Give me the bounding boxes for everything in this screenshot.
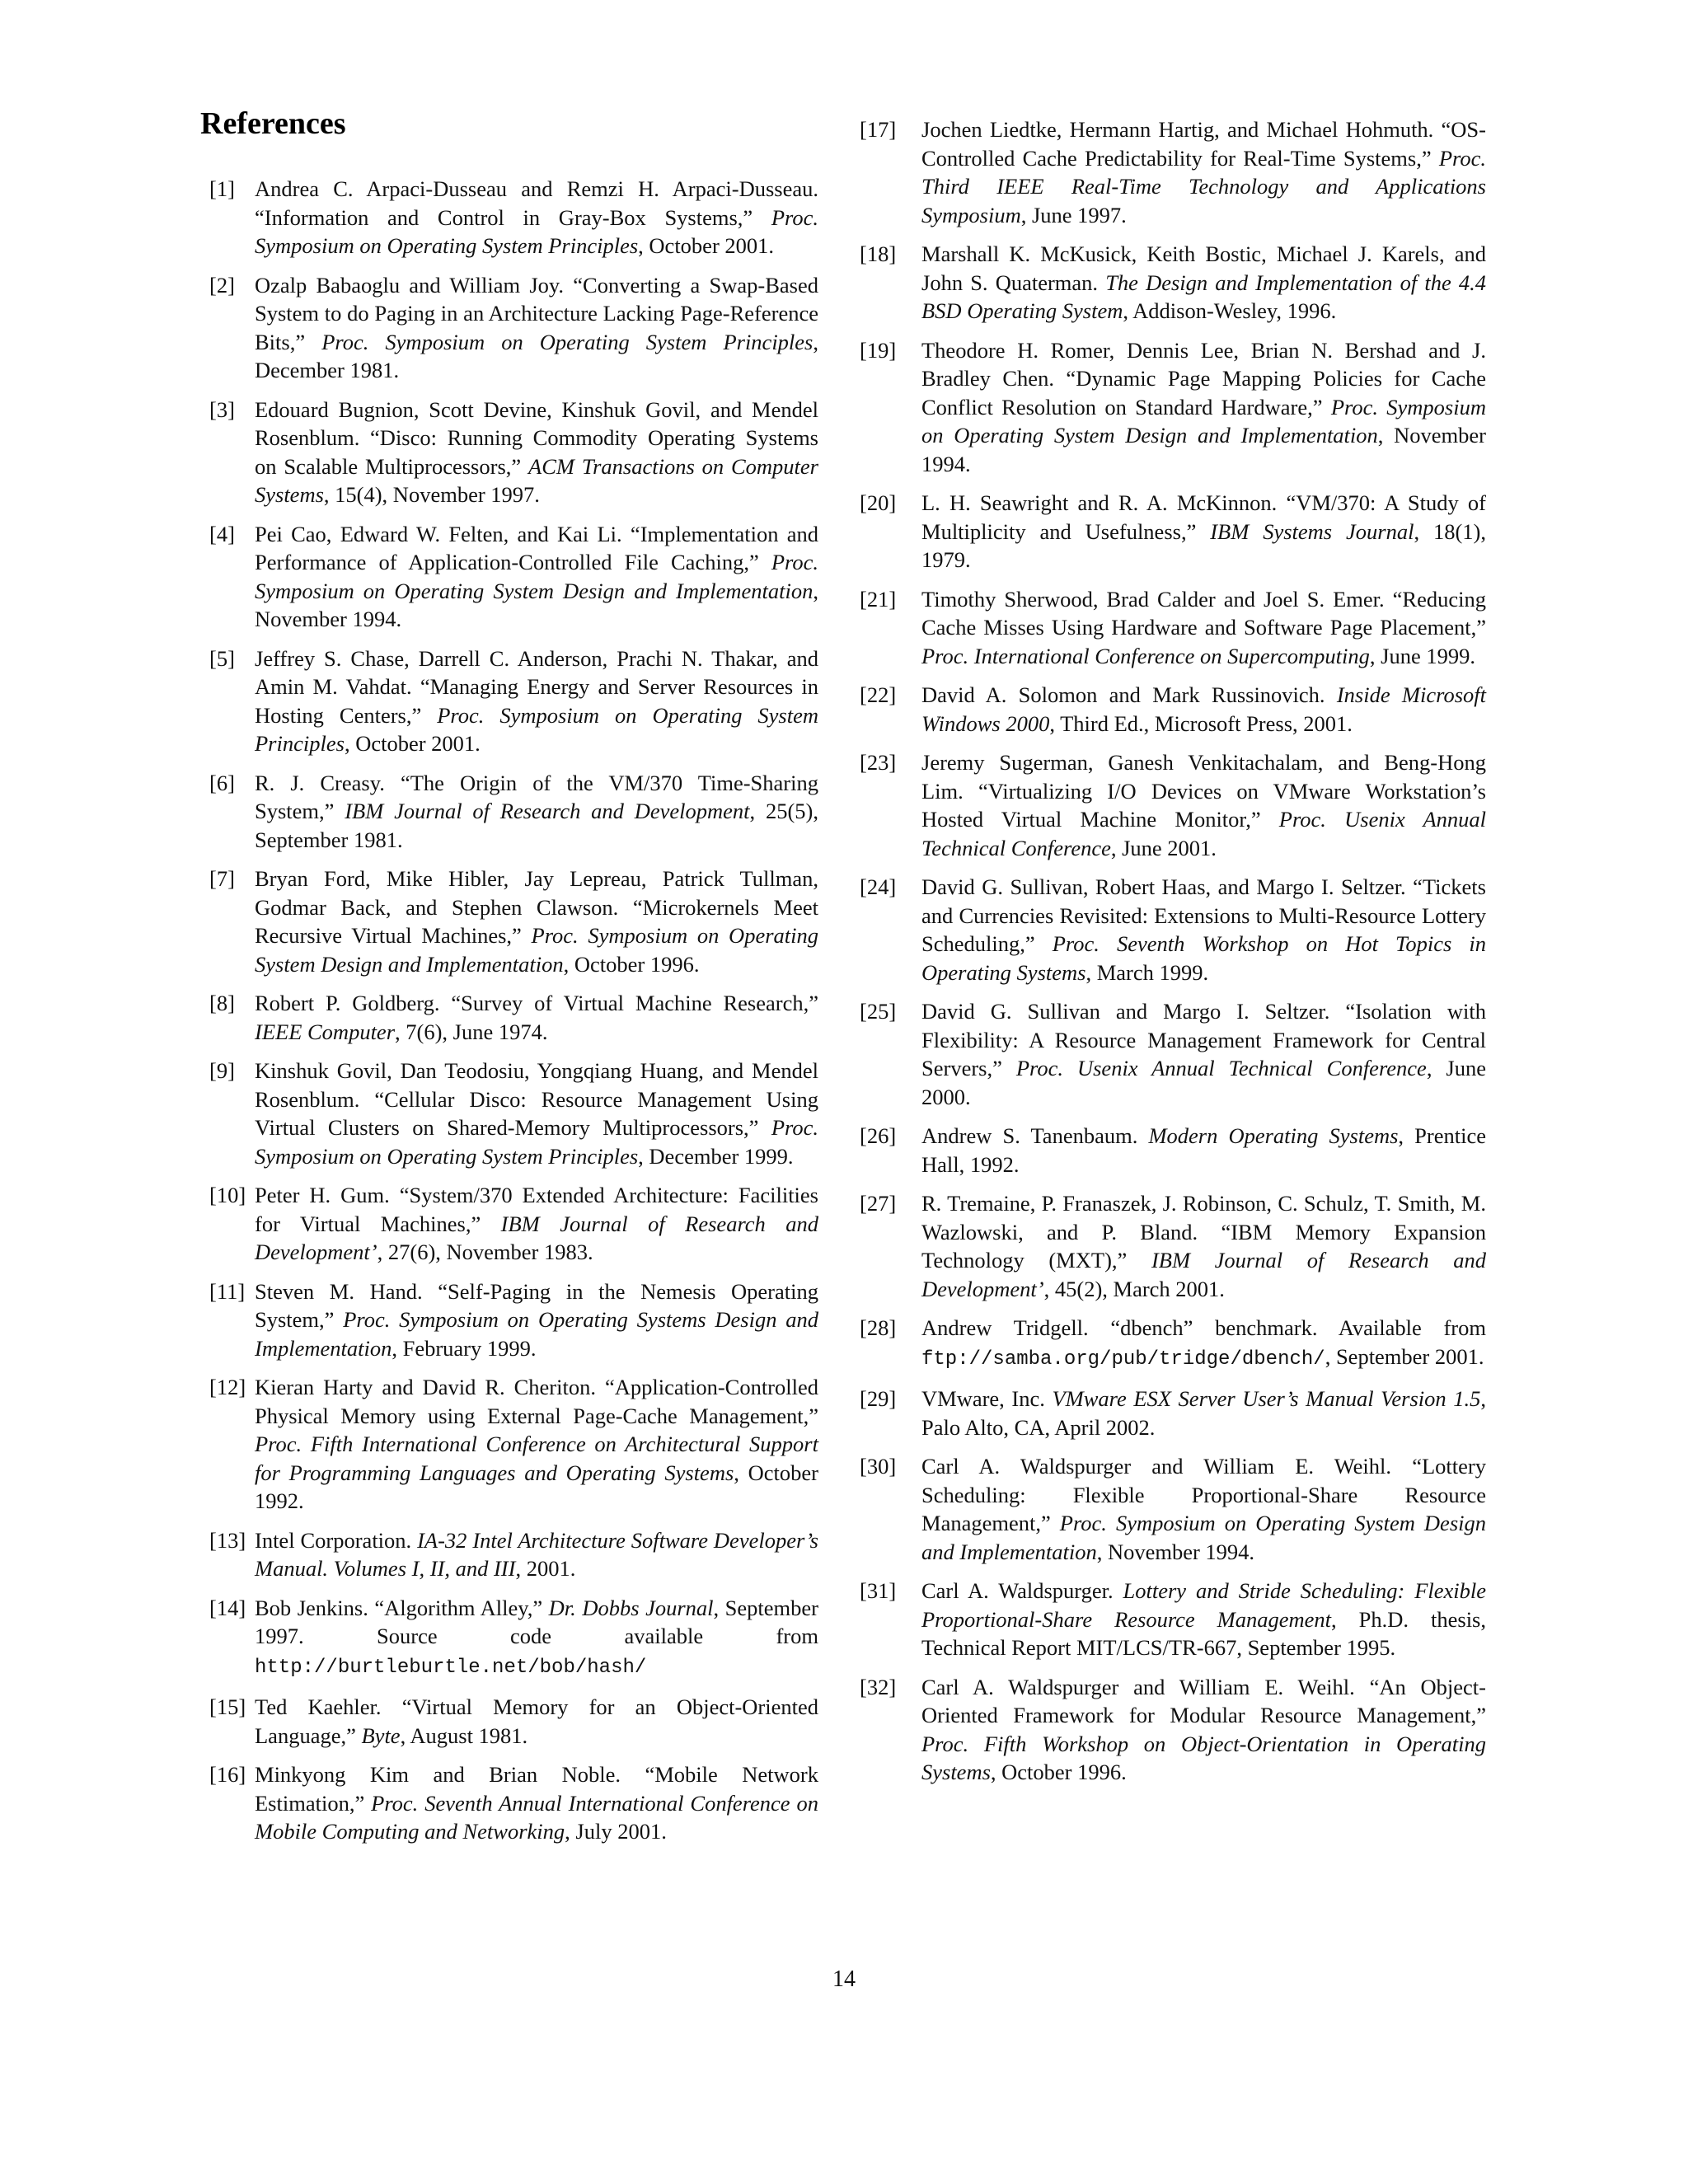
- reference-number: [19]: [860, 337, 897, 363]
- reference-number: [13]: [209, 1527, 246, 1553]
- reference-text: [921, 490, 1486, 572]
- reference-fragment: Andrew S. Tanenbaum.: [921, 1123, 1149, 1148]
- reference-entry: [860, 1577, 1486, 1662]
- reference-number: [18]: [860, 241, 897, 266]
- reference-number: [24]: [860, 874, 897, 899]
- reference-number: [32]: [860, 1674, 897, 1699]
- reference-entry: [200, 644, 818, 758]
- reference-number: [12]: [209, 1375, 246, 1399]
- reference-number: [21]: [860, 586, 897, 612]
- reference-entry: [200, 1373, 818, 1516]
- reference-number: [29]: [860, 1386, 897, 1411]
- reference-venue: Proc. Fifth Workshop on Object-Orientation in Operating Systems: [921, 1731, 1486, 1784]
- reference-entry: [200, 769, 818, 855]
- reference-number: [26]: [860, 1123, 897, 1148]
- reference-venue: IA-32 Intel Architecture Software Developer’s Manual. Volumes I, II, and III: [255, 1527, 818, 1581]
- reference-venue: Proc. Symposium on Operating System Principles: [255, 702, 819, 756]
- reference-entry: [860, 1452, 1486, 1566]
- reference-number: [14]: [209, 1595, 246, 1620]
- reference-number: [27]: [860, 1191, 897, 1216]
- reference-entry: [860, 1122, 1486, 1179]
- reference-venue: Proc. Fifth International Conference on Architectural Support for Programming Languages and Operating Systems: [255, 1432, 818, 1485]
- references-column-left: [200, 175, 818, 1857]
- reference-entry: [200, 1760, 818, 1846]
- reference-text: [255, 646, 818, 757]
- reference-number: [8]: [209, 991, 235, 1015]
- reference-text: [921, 1315, 1486, 1369]
- reference-fragment: , August 1981.: [400, 1722, 528, 1748]
- reference-fragment: , 7(6), June 1974.: [395, 1019, 548, 1044]
- reference-text: [255, 1596, 818, 1677]
- reference-venue: Byte: [361, 1722, 401, 1748]
- reference-fragment: Timothy Sherwood, Brad Calder and Joel S. Emer. “Reducing Cache Misses Using Hardware and Software Page Placement,”: [921, 586, 1486, 640]
- reference-entry: [200, 1594, 818, 1683]
- reference-number: [23]: [860, 750, 897, 775]
- reference-entry: [200, 1057, 818, 1170]
- reference-text: [921, 682, 1486, 736]
- reference-fragment: Bob Jenkins. “Algorithm Alley,”: [255, 1595, 549, 1620]
- reference-entry: [860, 1314, 1486, 1374]
- reference-text: [921, 1191, 1486, 1301]
- reference-venue: Proc. Usenix Annual Technical Conference: [921, 807, 1486, 860]
- reference-fragment: , December 1999.: [638, 1143, 794, 1169]
- reference-text: [921, 750, 1486, 860]
- reference-fragment: David G. Sullivan, Robert Haas, and Margo I. Seltzer. “Tickets and Currencies Revisited: Extensions to Multi-Resource Lottery Scheduling,”: [921, 874, 1486, 956]
- reference-fragment: Bryan Ford, Mike Hibler, Jay Lepreau, Patrick Tullman, Godmar Back, and Stephen Clawson. “Microkernels Meet Recursive Virtual Machines,”: [255, 866, 818, 948]
- reference-text: [921, 1454, 1486, 1564]
- reference-fragment: , 27(6), November 1983.: [377, 1240, 593, 1264]
- reference-url: http://burtleburtle.net/bob/hash/: [255, 1656, 647, 1679]
- reference-venue: Lottery and Stride Scheduling: Flexible Proportional-Share Resource Management: [921, 1578, 1487, 1632]
- reference-venue: Proc. Usenix Annual Technical Conference: [1015, 1056, 1427, 1080]
- reference-fragment: Kieran Harty and David R. Cheriton. “Application-Controlled Physical Memory using External Page-Cache Management,”: [255, 1375, 818, 1428]
- reference-entry: [200, 396, 818, 509]
- reference-entry: [200, 1277, 818, 1363]
- reference-venue: VMware ESX Server User’s Manual Version 1.5: [1052, 1386, 1481, 1411]
- reference-venue: Proc. Symposium on Operating System Principles: [255, 204, 818, 258]
- references-column-right: [860, 115, 1486, 1797]
- reference-entry: [200, 520, 818, 634]
- reference-fragment: , June 1997.: [1020, 202, 1127, 227]
- reference-url: ftp://samba.org/pub/tridge/dbench/: [921, 1347, 1325, 1371]
- references-heading: References: [200, 106, 346, 141]
- reference-fragment: , November 1994.: [255, 578, 818, 631]
- reference-number: [9]: [209, 1058, 235, 1083]
- reference-fragment: R. J. Creasy. “The Origin of the VM/370 Time-Sharing System,”: [255, 770, 818, 823]
- reference-entry: [200, 989, 818, 1046]
- reference-text: [921, 587, 1486, 668]
- reference-fragment: , June 1999.: [1369, 643, 1475, 668]
- reference-number: [22]: [860, 682, 897, 707]
- reference-entry: [860, 336, 1486, 479]
- reference-venue: The Design and Implementation of the 4.4 BSD Operating System: [921, 269, 1487, 323]
- reference-venue: Proc. Symposium on Operating System Design and Implementation: [255, 923, 818, 977]
- reference-fragment: , October 1996.: [563, 951, 700, 977]
- reference-entry: [200, 1181, 818, 1267]
- reference-fragment: , 25(5), September 1981.: [255, 799, 818, 852]
- reference-fragment: Carl A. Waldspurger and William E. Weihl. “An Object-Oriented Framework for Modular Resource Management,”: [921, 1674, 1486, 1727]
- reference-venue: IEEE Computer: [255, 1019, 396, 1044]
- reference-fragment: Jochen Liedtke, Hermann Hartig, and Michael Hohmuth. “OS-Controlled Cache Predictability for Real-Time Systems,”: [921, 117, 1486, 171]
- reference-text: [255, 1058, 818, 1169]
- reference-text: [921, 117, 1486, 227]
- reference-venue: Proc. Symposium on Operating System Design and Implementation: [255, 550, 818, 603]
- reference-fragment: Peter H. Gum. “System/370 Extended Architecture: Facilities for Virtual Machines,”: [255, 1183, 818, 1236]
- reference-venue: IBM Journal of Research and Development’: [921, 1248, 1486, 1301]
- reference-venue: Modern Operating Systems: [1148, 1123, 1399, 1148]
- reference-fragment: L. H. Seawright and R. A. McKinnon. “VM/370: A Study of Multiplicity and Usefulness,”: [921, 490, 1486, 544]
- reference-text: [921, 1578, 1486, 1660]
- reference-number: [10]: [209, 1183, 246, 1207]
- reference-fragment: Ozalp Babaoglu and William Joy. “Converting a Swap-Based System to do Paging in an Architecture Lacking Page-Reference Bits,”: [255, 272, 818, 354]
- reference-fragment: VMware, Inc.: [921, 1386, 1053, 1411]
- reference-fragment: Pei Cao, Edward W. Felten, and Kai Li. “Implementation and Performance of Application-Controlled File Caching,”: [255, 521, 818, 574]
- reference-text: [255, 397, 818, 508]
- reference-venue: Proc. Seventh Annual International Conference on Mobile Computing and Networking: [255, 1790, 818, 1844]
- reference-number: [31]: [860, 1578, 897, 1603]
- reference-fragment: , Addison-Wesley, 1996.: [1123, 298, 1337, 323]
- reference-fragment: , September 2001.: [1325, 1343, 1484, 1369]
- reference-text: [921, 999, 1486, 1109]
- reference-fragment: , October 2001.: [638, 233, 775, 258]
- reference-text: [255, 1279, 818, 1361]
- reference-venue: Proc. Symposium on Operating System Design and Implementation: [921, 1511, 1486, 1564]
- reference-number: [25]: [860, 999, 897, 1024]
- reference-fragment: Andrew Tridgell. “dbench” benchmark. Available from: [921, 1315, 1486, 1340]
- reference-fragment: , November 1994.: [921, 423, 1486, 476]
- reference-entry: [200, 1693, 818, 1750]
- reference-fragment: , Prentice Hall, 1992.: [921, 1123, 1486, 1177]
- reference-fragment: , 2001.: [515, 1556, 576, 1581]
- reference-text: [255, 1375, 818, 1513]
- reference-fragment: Kinshuk Govil, Dan Teodosiu, Yongqiang Huang, and Mendel Rosenblum. “Cellular Disco: Resource Management Using Virtual Clusters on Shared-Memory Multiprocessors,”: [255, 1058, 818, 1140]
- reference-fragment: , March 1999.: [1085, 959, 1209, 985]
- reference-entry: [860, 1673, 1486, 1787]
- reference-fragment: , 45(2), March 2001.: [1043, 1276, 1225, 1301]
- reference-fragment: Andrea C. Arpaci-Dusseau and Remzi H. Arpaci-Dusseau. “Information and Control in Gray-Box Systems,”: [255, 176, 818, 230]
- reference-venue: Proc. Symposium on Operating Systems Design and Implementation: [255, 1307, 818, 1361]
- reference-entry: [860, 681, 1486, 738]
- reference-fragment: R. Tremaine, P. Franaszek, J. Robinson, C. Schulz, T. Smith, M. Wazlowski, and P. Bland. “IBM Memory Expansion Technology (MXT),”: [921, 1191, 1486, 1272]
- reference-entry: [860, 115, 1486, 229]
- reference-fragment: Theodore H. Romer, Dennis Lee, Brian N. Bershad and J. Bradley Chen. “Dynamic Page Mapping Policies for Cache Conflict Resolution on Standard Hardware,”: [921, 337, 1486, 419]
- reference-entry: [200, 271, 818, 385]
- reference-text: [255, 1694, 818, 1748]
- reference-entry: [860, 1189, 1486, 1303]
- reference-number: [17]: [860, 117, 897, 142]
- reference-number: [28]: [860, 1315, 897, 1340]
- reference-text: [255, 176, 818, 258]
- reference-text: [921, 874, 1486, 985]
- reference-fragment: Jeremy Sugerman, Ganesh Venkitachalam, and Beng-Hong Lim. “Virtualizing I/O Devices on VMware Workstation’s Hosted Virtual Machine Monitor,”: [921, 750, 1486, 832]
- reference-fragment: Robert P. Goldberg. “Survey of Virtual Machine Research,”: [255, 991, 818, 1015]
- reference-number: [7]: [209, 866, 235, 891]
- reference-venue: Proc. Symposium on Operating System Principles: [255, 1115, 818, 1169]
- reference-text: [921, 241, 1486, 323]
- reference-fragment: , Palo Alto, CA, April 2002.: [921, 1386, 1487, 1440]
- reference-number: [5]: [209, 645, 235, 671]
- reference-fragment: , June 2001.: [1110, 835, 1217, 860]
- reference-venue: Proc. Third IEEE Real-Time Technology and Applications Symposium: [921, 145, 1486, 227]
- reference-text: [255, 1183, 818, 1264]
- reference-fragment: , Third Ed., Microsoft Press, 2001.: [1049, 710, 1353, 736]
- reference-venue: Dr. Dobbs Journal: [548, 1595, 714, 1620]
- reference-entry: [200, 865, 818, 978]
- reference-fragment: Ted Kaehler. “Virtual Memory for an Object-Oriented Language,”: [255, 1694, 818, 1748]
- reference-text: [921, 338, 1486, 476]
- reference-number: [30]: [860, 1454, 897, 1479]
- reference-number: [2]: [209, 272, 235, 298]
- reference-venue: Proc. Seventh Workshop on Hot Topics in Operating Systems: [921, 931, 1487, 985]
- reference-number: [16]: [209, 1762, 246, 1787]
- reference-venue: IBM Journal of Research and Development: [345, 799, 750, 823]
- reference-fragment: , October 1996.: [990, 1760, 1127, 1784]
- reference-fragment: , Ph.D. thesis, Technical Report MIT/LCS/TR-667, September 1995.: [921, 1606, 1486, 1660]
- reference-venue: Proc. International Conference on Supercomputing: [921, 643, 1370, 668]
- reference-fragment: , 18(1), 1979.: [921, 518, 1486, 572]
- reference-text: [255, 866, 818, 977]
- page-number: 14: [832, 1966, 856, 1992]
- reference-text: [255, 1528, 818, 1582]
- reference-text: [255, 771, 818, 852]
- reference-fragment: Steven M. Hand. “Self-Paging in the Nemesis Operating System,”: [255, 1278, 818, 1332]
- reference-fragment: , 15(4), November 1997.: [323, 482, 540, 507]
- reference-text: [255, 1762, 818, 1844]
- reference-fragment: Carl A. Waldspurger.: [921, 1578, 1123, 1603]
- reference-venue: ACM Transactions on Computer Systems: [255, 453, 818, 507]
- reference-fragment: David G. Sullivan and Margo I. Seltzer. “Isolation with Flexibility: A Resource Management Framework for Central Servers,”: [921, 999, 1486, 1080]
- reference-fragment: Minkyong Kim and Brian Noble. “Mobile Network Estimation,”: [255, 1762, 818, 1816]
- reference-number: [3]: [209, 396, 235, 422]
- reference-venue: IBM Systems Journal: [1210, 518, 1414, 544]
- reference-fragment: , February 1999.: [392, 1335, 537, 1361]
- reference-entry: [200, 1526, 818, 1583]
- reference-entry: [200, 175, 818, 260]
- reference-text: [255, 273, 818, 383]
- reference-entry: [860, 489, 1486, 574]
- reference-fragment: , June 2000.: [921, 1056, 1486, 1109]
- reference-entry: [860, 997, 1486, 1111]
- reference-entry: [860, 748, 1486, 862]
- reference-fragment: , December 1981.: [255, 329, 818, 382]
- reference-fragment: Intel Corporation.: [255, 1527, 418, 1553]
- reference-number: [15]: [209, 1694, 246, 1719]
- reference-text: [255, 991, 818, 1044]
- reference-entry: [860, 1385, 1486, 1441]
- reference-venue: Inside Microsoft Windows 2000: [921, 682, 1486, 736]
- reference-entry: [860, 585, 1486, 671]
- reference-venue: IBM Journal of Research and Development’: [255, 1211, 818, 1264]
- reference-number: [11]: [209, 1278, 246, 1304]
- reference-number: [20]: [860, 490, 897, 515]
- reference-number: [1]: [209, 176, 235, 201]
- reference-fragment: David A. Solomon and Mark Russinovich.: [921, 682, 1337, 707]
- reference-fragment: Edouard Bugnion, Scott Devine, Kinshuk Govil, and Mendel Rosenblum. “Disco: Running Commodity Operating Systems on Scalable Multiprocessors,”: [255, 396, 818, 479]
- reference-fragment: , July 2001.: [565, 1819, 667, 1844]
- reference-venue: Proc. Symposium on Operating System Principles: [321, 329, 814, 354]
- reference-fragment: , October 2001.: [344, 731, 481, 756]
- reference-text: [921, 1675, 1486, 1785]
- reference-fragment: , September 1997. Source code available from: [255, 1595, 818, 1648]
- reference-text: [921, 1386, 1486, 1440]
- reference-text: [921, 1123, 1486, 1177]
- reference-fragment: Jeffrey S. Chase, Darrell C. Anderson, Prachi N. Thakar, and Amin M. Vahdat. “Managing Energy and Server Resources in Hosting Centers,”: [255, 645, 818, 728]
- reference-fragment: Marshall K. McKusick, Keith Bostic, Michael J. Karels, and John S. Quaterman.: [921, 241, 1486, 295]
- reference-number: [4]: [209, 521, 235, 546]
- reference-fragment: Carl A. Waldspurger and William E. Weihl. “Lottery Scheduling: Flexible Proportional-Share Resource Management,”: [921, 1454, 1486, 1535]
- reference-text: [255, 522, 818, 632]
- reference-fragment: , November 1994.: [1096, 1539, 1255, 1564]
- reference-entry: [860, 240, 1486, 326]
- reference-fragment: , October 1992.: [255, 1460, 818, 1513]
- reference-number: [6]: [209, 770, 235, 795]
- reference-entry: [860, 873, 1486, 987]
- reference-venue: Proc. Symposium on Operating System Design and Implementation: [921, 394, 1486, 448]
